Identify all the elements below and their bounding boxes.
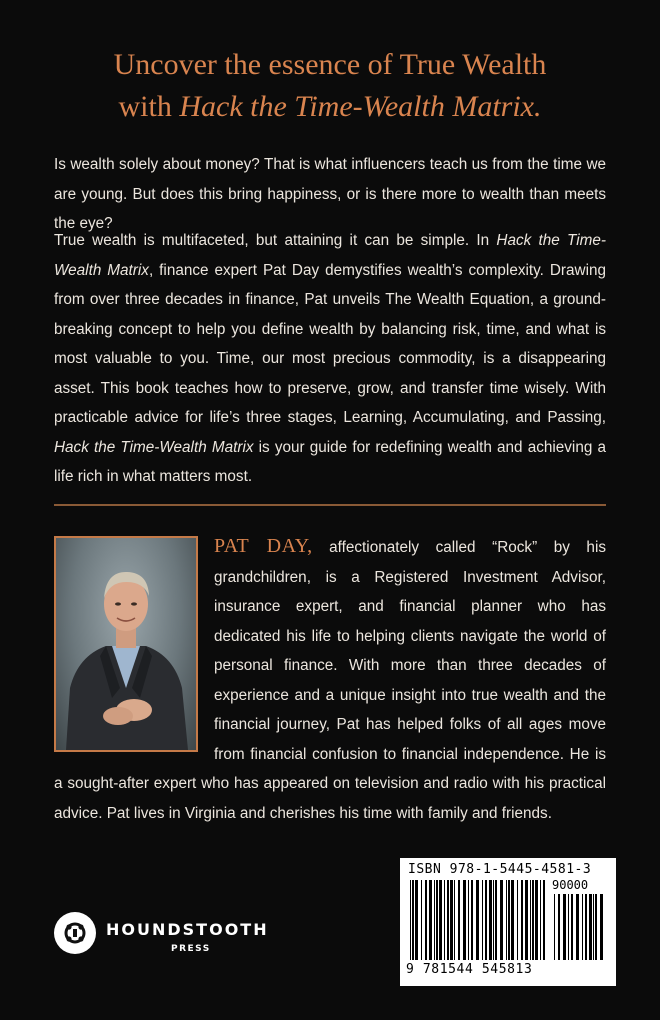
ean-digits: 9 781544 545813 [406, 962, 533, 977]
headline-line-1: Uncover the essence of True Wealth [113, 48, 547, 81]
author-photo [54, 536, 198, 752]
p2-book-title-1: Hack the Time-Wealth Matrix [54, 232, 606, 279]
headline-line-2 [40, 86, 620, 128]
intro-paragraph-2 [54, 226, 606, 492]
p2-text-1: True wealth is multifaceted, but attaining it can be simple. In [54, 232, 497, 249]
ean-bars [408, 880, 548, 962]
houndstooth-icon [54, 912, 96, 954]
publisher-name: HOUNDSTOOTH [106, 920, 269, 939]
p2-text-2: , finance expert Pat Day demystifies wealth’s complexity. Drawing from over three decades in finance, Pat unveils The Wealth Equation, a ground-breaking concept to help you define wealth by balancing risk, time, and what is most valuable to you. Time, our most precious commodity, is a disappearing asset. This book teaches how to preserve, grow, and transfer time wisely. With practicable advice for life’s three stages, Learning, Accumulating, and Passing, [54, 261, 606, 426]
headline-prefix: with [118, 90, 180, 123]
p2-book-title-2: Hack the Time-Wealth Matrix [54, 438, 254, 456]
headline [40, 44, 620, 128]
price-code: 90000 [552, 878, 589, 892]
addon-bars [552, 894, 608, 960]
author-bio-text: affectionately called “Rock” by his grandchildren, is a Registered Investment Advisor, insurance expert, and financial planner who has dedicated his life to helping clients navigate the world of personal finance. With more than three decades of experience and a unique insight into true wealth and the financial journey, Pat has helped folks of all ages move from financial confusion to financial independence. He is a sought-after expert who has appeared on television and radio with his practical advice. Pat lives in Virginia and cherishes his time with family and friends. [54, 539, 606, 822]
headline-book-title: Hack the Time-Wealth Matrix. [179, 90, 542, 123]
publisher-sub: PRESS [171, 944, 211, 954]
isbn-label: ISBN 978-1-5445-4581-3 [408, 862, 592, 877]
publisher-logo [54, 910, 294, 970]
section-divider [54, 504, 606, 506]
author-name: PAT DAY, [214, 535, 313, 557]
isbn-barcode [400, 858, 616, 986]
p2-text-3: is your guide for redefining wealth and achieving a life rich in what matters most. [54, 438, 606, 485]
intro-paragraph-1: Is wealth solely about money? That is what influencers teach us from the time we are young. But does this bring happiness, or is there more to wealth than meets the eye? [54, 156, 606, 232]
